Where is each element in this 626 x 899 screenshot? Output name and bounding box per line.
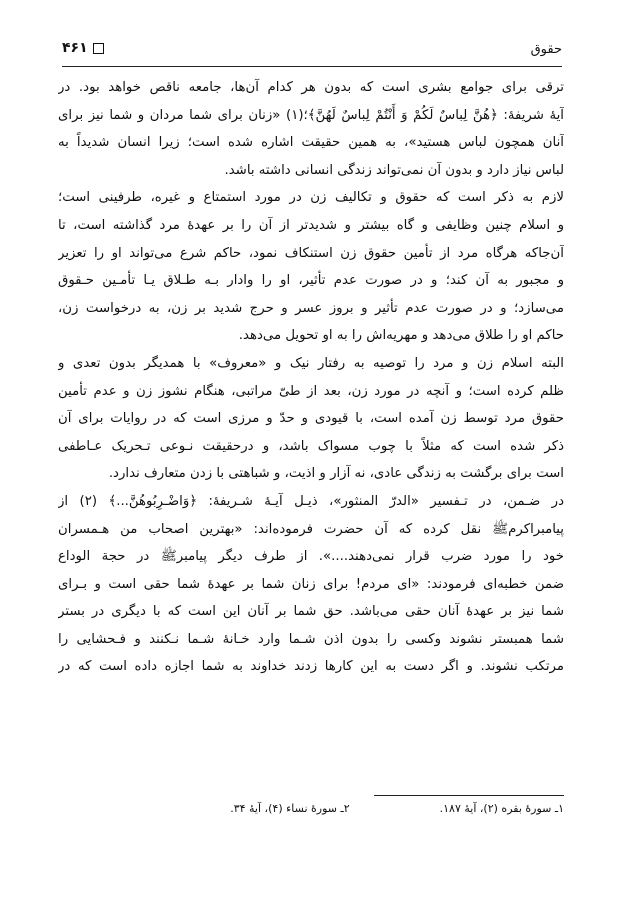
chapter-title: حقوق [530,42,562,57]
square-icon [93,43,104,54]
footnote-rule [374,795,564,796]
page-number-block [62,40,104,56]
text-line: آیهٔ شریفهٔ: ﴿هُنَّ لِباسٌ لَکُمْ وَ أَنْتُمْ لِباسٌ لَهُنَّ﴾؛(۱) «زنان برای شما مردان و شما نیز برای [58,107,564,123]
text-line: خود را مورد ضرب قرار نمی‌دهند....». از طرف دیگر پیامبرﷺ در حجة الوداع [58,549,564,565]
text-line: مرتکب نشوند. و اگر دست به این کارها زدند خداوند به شما اجازه داده است که در [58,659,564,675]
text-line: لازم به ذکر است که حقوق و تکالیف زن در مورد استمتاع و غیره، طرفینی است؛ [58,190,564,206]
running-header [62,38,562,64]
text-line: حقوق مرد توسط زن آمده است، با قیودی و حدّ و مرزی است که در روایات برای آن [58,411,564,427]
text-line: آن‌جاکه هرگاه مرد از تأمین حقوق زن استنکاف نمود، حاکم شرع می‌تواند او را تعزیر [58,245,564,261]
text-line: و اسلام چنین وظایفی و گاه بیشتر و شدیدتر از آن را بر عهدهٔ مرد گذاشته است، تا [58,217,564,233]
footnotes [58,802,564,815]
body-text [58,74,564,681]
text-line: شما نیز بر عهدهٔ آنان حقی می‌باشد. حق شما بر آنان این است که با دیگری در بستر [58,604,564,620]
header-rule [62,66,562,67]
text-line: ذکر شده است که مثلاً با چوب مسواک باشد، و درحقیقت نـوعی تـحریک عـاطفی [58,438,564,454]
text-line: ظلم کرده است؛ و آنچه در مورد زن، بعد از طیّ مراتبی، هنگام نشوز زن و عدم تأمین [58,383,564,399]
page-number: ۴۶۱ [62,40,88,56]
text-line: آنان همچون لباس هستید»، به همین حقیقت اشاره شده است؛ زیرا انسان شدیداً به [58,135,564,151]
text-line: و مجبور به آن کند؛ و در صورت عدم تأثیر، او را وادار بـه طـلاق یـا تأمـین حـقوق [58,273,564,289]
text-line: ترقی برای جوامع بشری است که بدون هر کدام آن‌ها، جامعه ناقص خواهد بود. در [58,80,564,95]
text-line: است برای برگشت به زندگی عادی، نه آزار و اذیت، و شباهتی با زدن متعارف ندارد. [108,466,564,482]
text-line: در ضـمن، در تـفسیر «الدرّ المنثور»، ذیـل آیـهٔ شـریفهٔ: ﴿وَاضْـرِبُوهُنَّ...﴾ (۲) از [58,493,564,509]
text-line: لباس نیاز دارد و بدون آن نمی‌تواند زندگی انسانی داشته باشد. [224,162,564,178]
text-line: ضمن خطبه‌ای فرمودند: «ای مردم! برای زنان شما بر عهدهٔ شما حقی است و بـرای [58,576,564,592]
footnote-2: ۲ـ سورهٔ نساء (۴)، آیهٔ ۳۴. [230,802,350,815]
footnote-1: ۱ـ سورهٔ بقره (۲)، آیهٔ ۱۸۷. [439,802,564,815]
text-line: شما همبستر نشوند وکسی را بدون اذن شـما وارد خـانهٔ شـما نـکنند و فـحشایی را [58,631,564,647]
text-line: می‌سازد؛ و در صورت عدم تأثیر و بروز عسر و حرج شدید بر زن، به درخواست زن، [58,300,564,316]
text-line: حاکم او را طلاق می‌دهد و مهریه‌اش را به او تحویل می‌دهد. [238,328,564,344]
text-line: پیامبراکرمﷺ نقل کرده که آن حضرت فرموده‌اند: «بهترین اصحاب من هـمسران [58,521,564,537]
text-line: البته اسلام زن و مرد را توصیه به رفتار نیک و «معروف» با همدیگر بدون تعدی و [58,355,564,371]
